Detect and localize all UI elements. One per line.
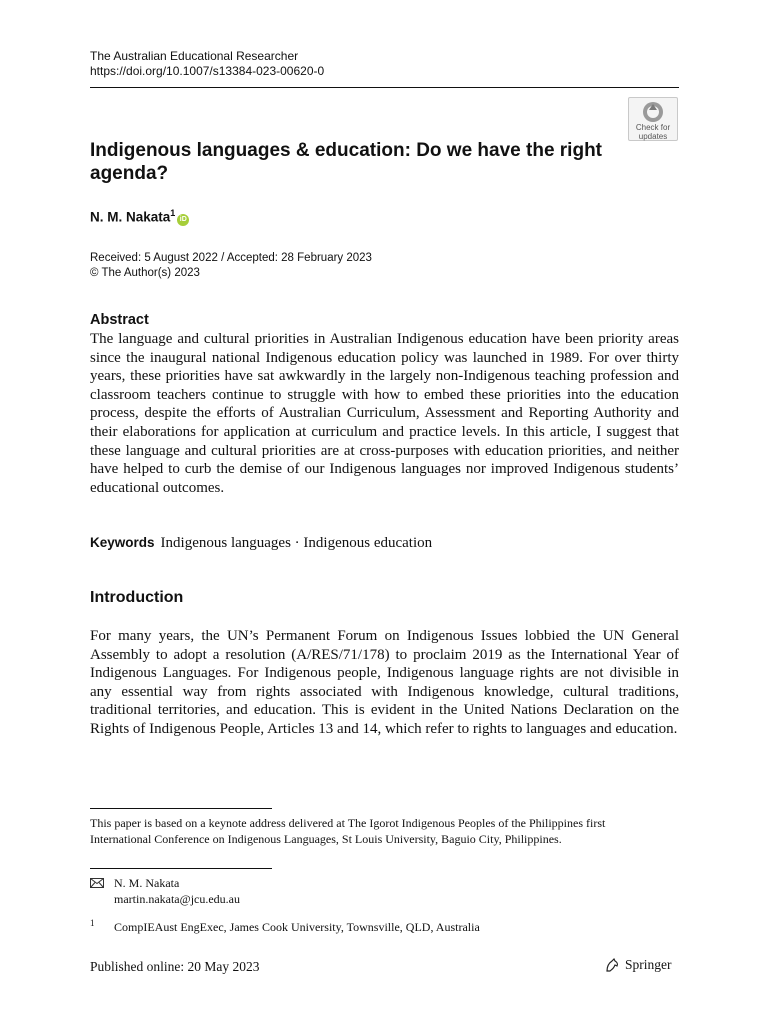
doi-link[interactable]: https://doi.org/10.1007/s13384-023-00620-0 <box>90 64 325 78</box>
keywords-text: Indigenous languages · Indigenous education <box>160 535 433 551</box>
keywords-line <box>90 535 432 552</box>
footnote-rule <box>90 808 272 809</box>
author-name[interactable]: N. M. Nakata <box>90 209 171 225</box>
header-rule <box>90 87 679 88</box>
publisher-name: Springer <box>625 957 672 972</box>
article-dates <box>90 251 372 281</box>
envelope-icon <box>90 878 104 888</box>
springer-logo[interactable] <box>604 957 672 973</box>
journal-name: The Australian Educational Researcher <box>90 49 299 63</box>
author-line <box>90 208 189 226</box>
footnote-note: This paper is based on a keynote address delivered at The Igorot Indigenous Peoples of the Philippines first International Conference on Indigenous Languages, St Louis University, Baguio City, Philippines. <box>90 816 606 846</box>
introduction-text: For many years, the UN’s Permanent Forum on Indigenous Issues lobbied the UN General Assembly to adopt a resolution (A/RES/71/178) to proclaim 2019 as the International Year of Indigenous Languages. For Indigenous people, Indigenous language rights are not divisible in any essential way from rights associated with Indigenous knowledge, cultural traditions, traditional territories, and education. This is evident in the United Nations Declaration on the Rights of Indigenous People, Articles 13 and 14, which refer to rights to languages and education. <box>90 628 679 737</box>
badge-line-1: Check for <box>635 123 671 132</box>
check-for-updates-icon <box>642 101 664 123</box>
introduction-heading: Introduction <box>90 589 184 606</box>
affiliation-mark: 1 <box>90 918 95 928</box>
correspondence-rule <box>90 868 272 869</box>
keywords-label: Keywords <box>90 535 155 550</box>
corresponding-name: N. M. Nakata <box>114 876 180 890</box>
abstract-heading: Abstract <box>90 312 149 328</box>
check-for-updates-badge[interactable] <box>628 97 678 141</box>
article-title: Indigenous languages & education: Do we have the right agenda? <box>90 140 602 184</box>
published-online: Published online: 20 May 2023 <box>90 959 260 974</box>
badge-line-2: updates <box>638 132 668 141</box>
author-affiliation-mark: 1 <box>170 208 176 218</box>
affiliation-text: CompIEAust EngExec, James Cook University, Townsville, QLD, Australia <box>114 920 480 934</box>
journal-header <box>90 49 324 79</box>
abstract-text: The language and cultural priorities in Australian Indigenous education have been priority areas since the inaugural national Indigenous education policy was launched in 1989. For over thirty years, these priorities have sat awkwardly in the largely non-Indigenous teaching profession and classroom teachers continue to struggle with how to embed these priorities into the education process, despite the efforts of Australian Curriculum, Assessment and Reporting Authority and their elaborations for application at curriculum and practice levels. In this article, I suggest that these language and cultural priorities are at cross-purposes with education priorities, and neither have helped to curb the demise of our Indigenous languages nor improved Indigenous students’ educational outcomes. <box>90 331 679 496</box>
copyright: © The Author(s) 2023 <box>90 267 200 279</box>
springer-horse-icon <box>604 957 620 973</box>
corresponding-email[interactable]: martin.nakata@jcu.edu.au <box>114 891 240 906</box>
received-accepted: Received: 5 August 2022 / Accepted: 28 February 2023 <box>90 252 372 264</box>
orcid-icon[interactable]: iD <box>177 214 189 226</box>
corresponding-author <box>114 876 240 907</box>
